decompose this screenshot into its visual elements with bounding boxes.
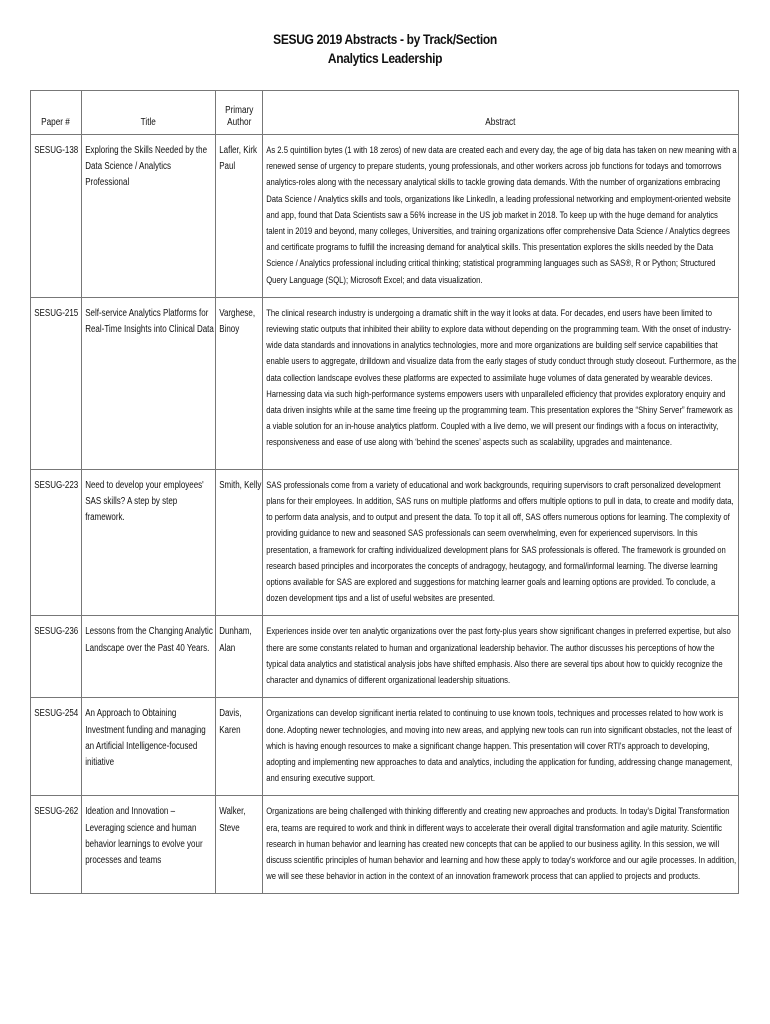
paper-title: Self-service Analytics Platforms for Real-Time Insights into Clinical Data	[82, 297, 216, 469]
primary-author: Varghese, Binoy	[216, 297, 263, 469]
table-row	[31, 135, 739, 298]
table-row	[31, 616, 739, 698]
abstract-text: As 2.5 quintillion bytes (1 with 18 zeros) of new data are created each and every day, the age of big data has taken on new meaning with a renewed sense of urgency to prepare students, young professionals, and other workers across job functions for todays and tomorrows analytics-roles along with the necessary analytical skills to tackle growing data demands. With the number of organizations embracing Data Science / Analytics skills and tools, organizations like LinkedIn, a leading professional networking and employment-oriented website and app, found that Data Scientists saw a 56% increase in the US job market in 2018. To keep up with the huge demand for analytics talent in 2019 and beyond, many colleges, Universities, and training organizations offer comprehensive Data Science / Analytics degrees and certificate programs to fulfill the increasing demand for analytical skills. This presentation explores the skills needed by the Data Science / Analytics professional including critical thinking; statistical programming languages such as SAS®, R or Python; Structured Query Language (SQL); Microsoft Excel; and data visualization.	[263, 135, 739, 298]
document-header	[0, 30, 770, 68]
paper-number: SESUG-236	[31, 616, 82, 698]
paper-title: Lessons from the Changing Analytic Landscape over the Past 40 Years.	[82, 616, 216, 698]
paper-number: SESUG-254	[31, 698, 82, 796]
header-title: Title	[82, 91, 216, 135]
paper-title: Ideation and Innovation – Leveraging science and human behavior learnings to evolve your processes and teams	[82, 796, 216, 894]
paper-title: Exploring the Skills Needed by the Data Science / Analytics Professional	[82, 135, 216, 298]
paper-number: SESUG-215	[31, 297, 82, 469]
abstract-text: Experiences inside over ten analytic organizations over the past forty-plus years show significant changes in preferred expertise, but also there are some constants related to human and organizational leadership behavior. The author discusses his perceptions of how the typical data analytics and statistical analysis jobs have shifted emphasis. Also there are several tips about how to quickly recognize the character and dynamics of different organizational leadership situations.	[263, 616, 739, 698]
abstracts-table	[30, 90, 739, 894]
table-row	[31, 796, 739, 894]
primary-author: Lafler, Kirk Paul	[216, 135, 263, 298]
abstract-text: Organizations can develop significant inertia related to continuing to use known tools, techniques and processes related to how work is done. Adopting newer technologies, and moving into new areas, and applying new tools can run into significant obstacles, not the least of which is having enough resources to make a significant change happen. This presentation will cover RTI's approach to developing, adopting and implementing new approaches to data and analytics, including the application for funding, addressing change management, and ensuring executive support.	[263, 698, 739, 796]
paper-number: SESUG-138	[31, 135, 82, 298]
table-header-row	[31, 91, 739, 135]
document-subtitle: Analytics Leadership	[327, 50, 443, 66]
header-abstract: Abstract	[263, 91, 739, 135]
header-author: Primary Author	[216, 91, 263, 135]
paper-number: SESUG-223	[31, 469, 82, 616]
abstract-text: Organizations are being challenged with thinking differently and creating new approaches and products. In today's Digital Transformation era, teams are required to work and think in different ways to accelerate their overall digital transformation and agile maturity. Scientific research in human behavior and learning has created new concepts that can be applied to our business agility. In this session, we will discuss scientific principles of human behavior and learning and how these apply to today's workforce and our agile processes. In addition, we will see these behavior in action in the context of an innovation framework process that can applied to projects and products.	[263, 796, 739, 894]
primary-author: Smith, Kelly	[216, 469, 263, 616]
primary-author: Davis, Karen	[216, 698, 263, 796]
paper-number: SESUG-262	[31, 796, 82, 894]
primary-author: Walker, Steve	[216, 796, 263, 894]
abstract-text: The clinical research industry is undergoing a dramatic shift in the way it looks at data. For decades, end users have been limited to reviewing static outputs that inhibited their ability to explore data without depending on the programming team. With the onset of industry-wide data standards and innovations in analytics technologies, more and more organizations are building self service capabilities that enable users to aggregate, drilldown and visualize data from the early stages of study conduct through study closeout. Furthermore, as the data collection landscape evolves these platforms are expected to assimilate huge volumes of data generated by wearable devices. Harnessing data via such high-performance systems empowers users with unparalleled efficiency that provides exploratory enquiry and data driven insights while at the same time freeing up the programming team. This presentation explores the “Shiny Server” framework as a viable solution for an in-house analytics platform. Coupled with a live demo, we will present our findings with a focus on interactivity, responsiveness and ease of use along with ‘behind the scenes’ aspects such as scalability, upgrades and maintenance.	[263, 297, 739, 469]
document-title: SESUG 2019 Abstracts - by Track/Section	[273, 31, 497, 47]
primary-author: Dunham, Alan	[216, 616, 263, 698]
table-row	[31, 469, 739, 616]
table-row	[31, 698, 739, 796]
paper-title: Need to develop your employees' SAS skills? A step by step framework.	[82, 469, 216, 616]
header-paper: Paper #	[31, 91, 82, 135]
table-row	[31, 297, 739, 469]
paper-title: An Approach to Obtaining Investment funding and managing an Artificial Intelligence-focused initiative	[82, 698, 216, 796]
abstract-text: SAS professionals come from a variety of educational and work backgrounds, requiring supervisors to craft personalized development plans for their employees. In addition, SAS runs on multiple platforms and offers multiple options to pull in data, to create and modify data, to perform data analysis, and to output and present the data. To top it all off, SAS offers numerous options for learning. The complexity of providing guidance to new and seasoned SAS professionals can seem overwhelming, even for experienced supervisors. In this presentation, a framework for crafting individualized development plans for SAS professionals is offered. The framework is grounded on research based principles and incorporates the concepts of andragogy, heutagogy, and formal/informal learning. The diverse learning options available for SAS are explored and suggestions for matching learner goals and learning options are provided. To conclude, a dozen development tips and a list of useful websites are presented.	[263, 469, 739, 616]
